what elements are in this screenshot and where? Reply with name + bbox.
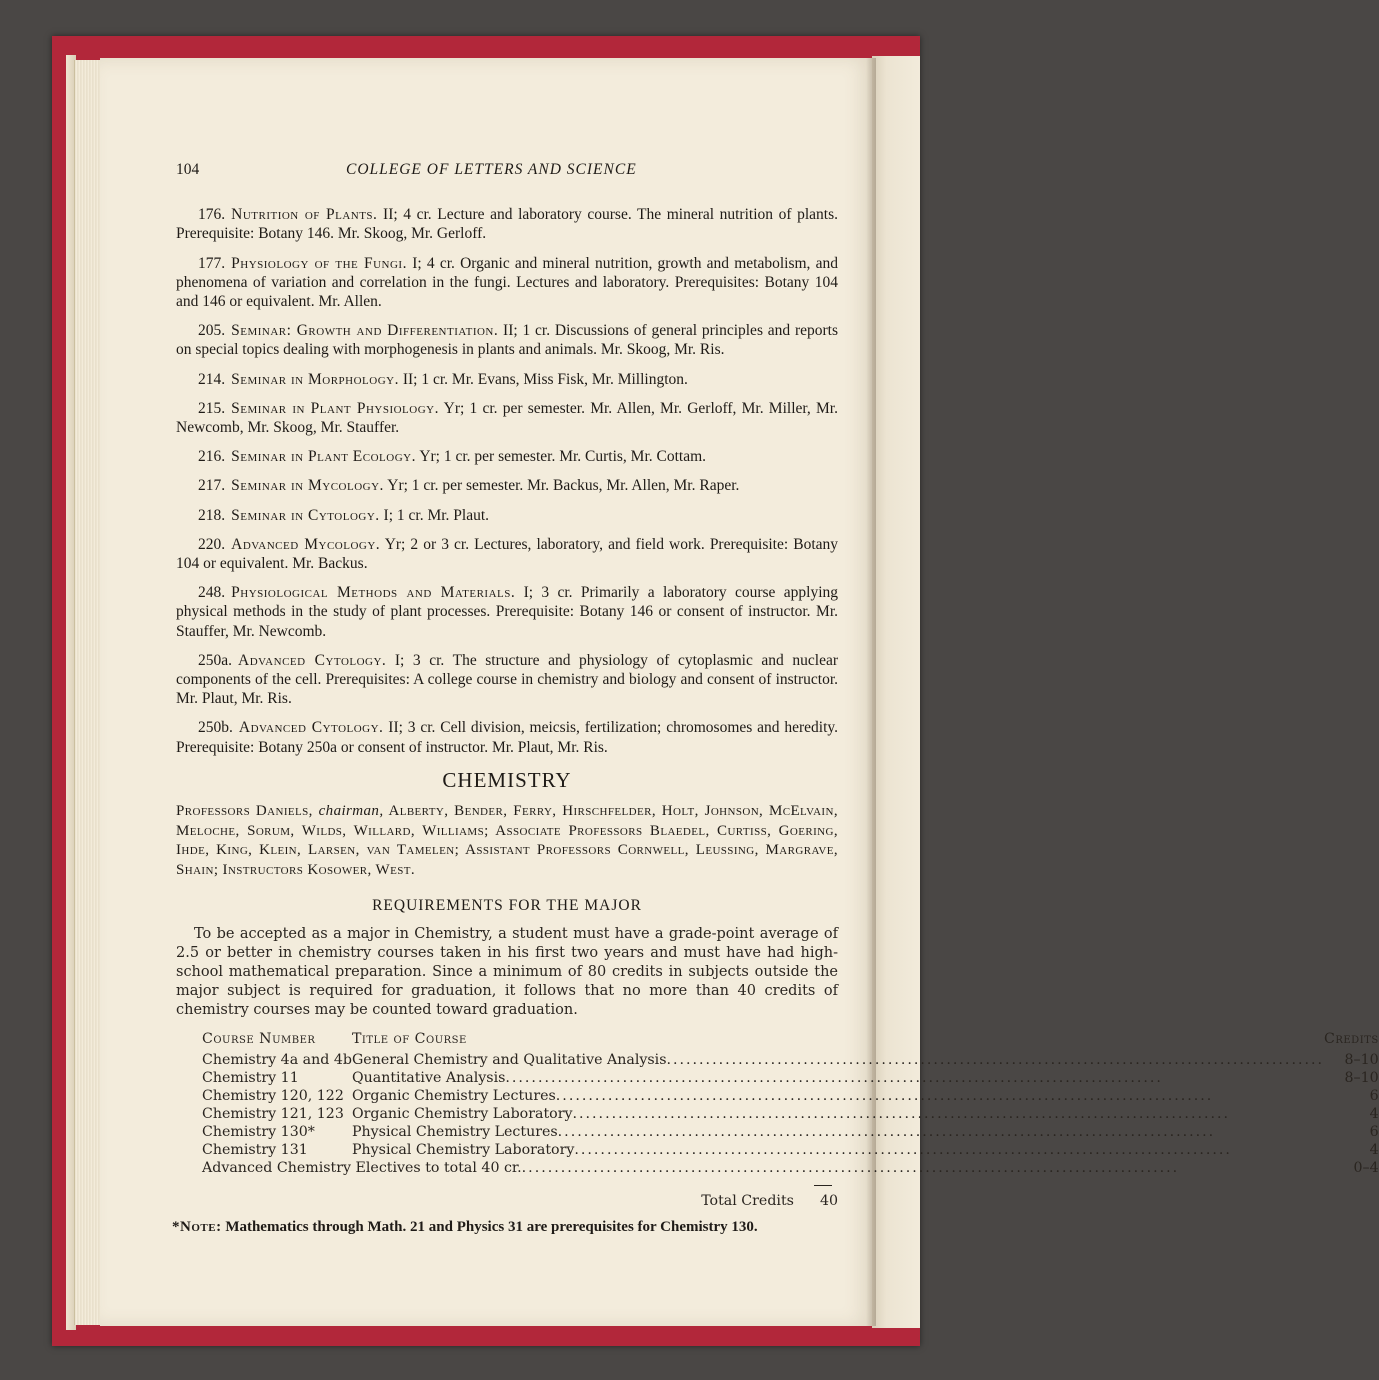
table-body (202, 1051, 1379, 1177)
electives-text: Advanced Chemistry Electives to total 40 cr. (202, 1160, 522, 1177)
page-number: 104 (176, 161, 200, 178)
course-entries (176, 205, 838, 757)
faculty-part-b: Alberty, Bender, Ferry, Hirschfelder, Holt, Johnson, McElvain, Meloche, Sorum, Wilds, Willard, Williams; Associate Professors Blaedel, Curtiss, Goering, Ihde, King, Klein, Larsen, van Tamelen; Assistant Professors Cornwell, Leussing, Margrave, Shain; Instructors Kosower, West. (176, 803, 838, 878)
requirements-table (202, 1030, 1379, 1177)
course-title: Physiology of the Fungi. (231, 254, 407, 272)
course-entry (176, 651, 838, 709)
course-description: Yr; 1 cr. per semester. Mr. Allen, Mr. Gerloff, Mr. Miller, Mr. Newcomb, Mr. Skoog, Mr. Stauffer. (176, 399, 838, 437)
course-description: II; 3 cr. Cell division, meicsis, fertilization; chromosomes and heredity. Prerequisite: Botany 250a or consent of instructor. Mr. Plaut, Mr. Ris. (176, 719, 838, 756)
footnote-label: *Note: (172, 1218, 222, 1235)
table-row (202, 1069, 1379, 1087)
page-header (176, 160, 838, 179)
course-number-cell: Chemistry 4a and 4b (202, 1052, 352, 1069)
course-entry (176, 583, 838, 641)
course-entry (176, 476, 838, 495)
course-number-cell: Chemistry 131 (202, 1142, 308, 1159)
course-title-cell: Physical Chemistry Laboratory (351, 1142, 575, 1159)
course-title-cell: Organic Chemistry Lectures (351, 1088, 556, 1105)
course-number-cell: Chemistry 11 (202, 1070, 299, 1087)
section-heading: CHEMISTRY (442, 767, 572, 792)
total-line (176, 1192, 838, 1211)
course-description: I; 4 cr. Organic and mineral nutrition, growth and metabolism, and phenomena of variation and correlation in the fungi. Lectures and laboratory. Prerequisites: Botany 104 and 146 or equivalent. Mr. Allen. (176, 254, 839, 311)
col-course-number: Course Number (202, 1031, 316, 1048)
course-number: 177. (198, 254, 226, 272)
table-row (202, 1051, 1379, 1069)
course-number-cell: Chemistry 121, 123 (202, 1106, 344, 1123)
course-title: Seminar in Mycology. (231, 477, 384, 495)
electives-credits: 0–4 (1353, 1160, 1379, 1177)
footnote (172, 1218, 838, 1237)
requirements-body: To be accepted as a major in Chemistry, a student must have a grade-point average of 2.5 or better in chemistry courses taken in his first two years and must have had high-school mathematical preparation. Since a minimum of 80 credits in subjects outside the major subject is required for graduation, it follows that no more than 40 credits of chemistry courses may be counted toward graduation. (176, 926, 838, 1019)
course-title: Advanced Cytology. (238, 651, 387, 669)
course-title: Advanced Mycology. (231, 535, 381, 553)
course-entry (176, 535, 838, 573)
faculty-chair: chairman, (318, 803, 384, 820)
course-description: II; 1 cr. Discussions of general principles and reports on special topics dealing with morphogenesis in plants and animals. Mr. Skoog, Mr. Ris. (176, 322, 838, 359)
page-content (172, 160, 1379, 1237)
course-number: 217. (198, 477, 226, 495)
table-row (202, 1087, 1379, 1105)
course-number: 250a. (198, 651, 233, 669)
table-header-row (202, 1030, 1379, 1051)
course-entry (176, 506, 838, 525)
faculty-part-a: Professors Daniels, (176, 803, 319, 820)
course-entry (176, 254, 838, 312)
course-title-cell: Organic Chemistry Laboratory (351, 1106, 573, 1123)
table-row (202, 1141, 1379, 1159)
course-number: 214. (198, 370, 226, 388)
running-title: COLLEGE OF LETTERS AND SCIENCE (346, 161, 637, 178)
table-row (202, 1105, 1379, 1123)
course-number: 250b. (198, 719, 233, 737)
course-description: I; 3 cr. The structure and physiology of cytoplasmic and nuclear components of the cell. Prerequisites: A college course in chemistry and biology and consent of instructor. Mr. Plaut, Mr. Ris. (176, 651, 838, 708)
course-number: 176. (198, 206, 226, 224)
course-title: Seminar: Growth and Differentiation. (231, 322, 499, 340)
course-entry (176, 399, 838, 437)
credits-cell: 8–10 (1344, 1052, 1379, 1069)
faculty-list (176, 802, 838, 880)
total-value: 40 (819, 1193, 838, 1210)
total-rule (814, 1185, 832, 1186)
course-title: Nutrition of Plants. (231, 206, 378, 224)
course-title: Seminar in Plant Ecology. (231, 448, 416, 466)
credits-cell: 6 (1369, 1088, 1379, 1105)
course-title: Advanced Cytology. (238, 719, 384, 737)
page-edges (74, 60, 103, 1325)
course-description: II; 1 cr. Mr. Evans, Miss Fisk, Mr. Millington. (402, 370, 688, 388)
course-entry (176, 321, 838, 359)
course-title-cell: General Chemistry and Qualitative Analysis (351, 1052, 667, 1069)
course-number: 216. (198, 448, 226, 466)
credits-cell: 4 (1369, 1106, 1379, 1123)
footnote-text: Mathematics through Math. 21 and Physics 31 are prerequisites for Chemistry 130. (221, 1218, 758, 1235)
electives-row (202, 1159, 1379, 1177)
course-number-cell: Chemistry 120, 122 (202, 1088, 344, 1105)
course-title: Seminar in Cytology. (231, 506, 380, 524)
course-description: I; 3 cr. Primarily a laboratory course applying physical methods in the study of plant processes. Prerequisite: Botany 146 or consent of instructor. Mr. Stauffer, Mr. Newcomb. (176, 584, 839, 640)
credits-cell: 6 (1369, 1124, 1379, 1141)
course-title: Seminar in Plant Physiology. (231, 399, 439, 417)
course-entry (176, 205, 838, 243)
course-title: Physiological Methods and Materials. (231, 584, 516, 602)
course-title-cell: Physical Chemistry Lectures (351, 1124, 558, 1141)
course-number: 220. (198, 535, 226, 553)
course-number: 248. (198, 584, 226, 602)
course-description: Yr; 2 or 3 cr. Lectures, laboratory, and field work. Prerequisite: Botany 104 or equivalent. Mr. Backus. (176, 535, 838, 573)
course-entry (176, 718, 838, 756)
course-entry (176, 447, 838, 466)
credits-cell: 8–10 (1344, 1070, 1379, 1087)
credits-cell: 4 (1369, 1142, 1379, 1159)
course-description: II; 4 cr. Lecture and laboratory course. The mineral nutrition of plants. Prerequisite: Botany 146. Mr. Skoog, Mr. Gerloff. (176, 206, 839, 243)
course-number-cell: Chemistry 130* (202, 1124, 315, 1141)
course-description: Yr; 1 cr. per semester. Mr. Backus, Mr. Allen, Mr. Raper. (387, 477, 740, 495)
requirements-text (176, 925, 838, 1020)
table-row (202, 1123, 1379, 1141)
requirements-heading: REQUIREMENTS FOR THE MAJOR (372, 897, 642, 915)
course-description: Yr; 1 cr. per semester. Mr. Curtis, Mr. Cottam. (419, 448, 707, 466)
course-title: Seminar in Morphology. (231, 370, 399, 388)
col-title: Title of Course (351, 1031, 467, 1048)
course-title-cell: Quantitative Analysis (351, 1070, 506, 1087)
course-number: 215. (198, 399, 226, 417)
course-number: 205. (198, 322, 226, 340)
course-entry (176, 370, 838, 389)
total-label: Total Credits (701, 1193, 794, 1210)
course-number: 218. (198, 506, 226, 524)
col-credits: Credits (1324, 1031, 1379, 1048)
course-description: I; 1 cr. Mr. Plaut. (383, 506, 490, 524)
